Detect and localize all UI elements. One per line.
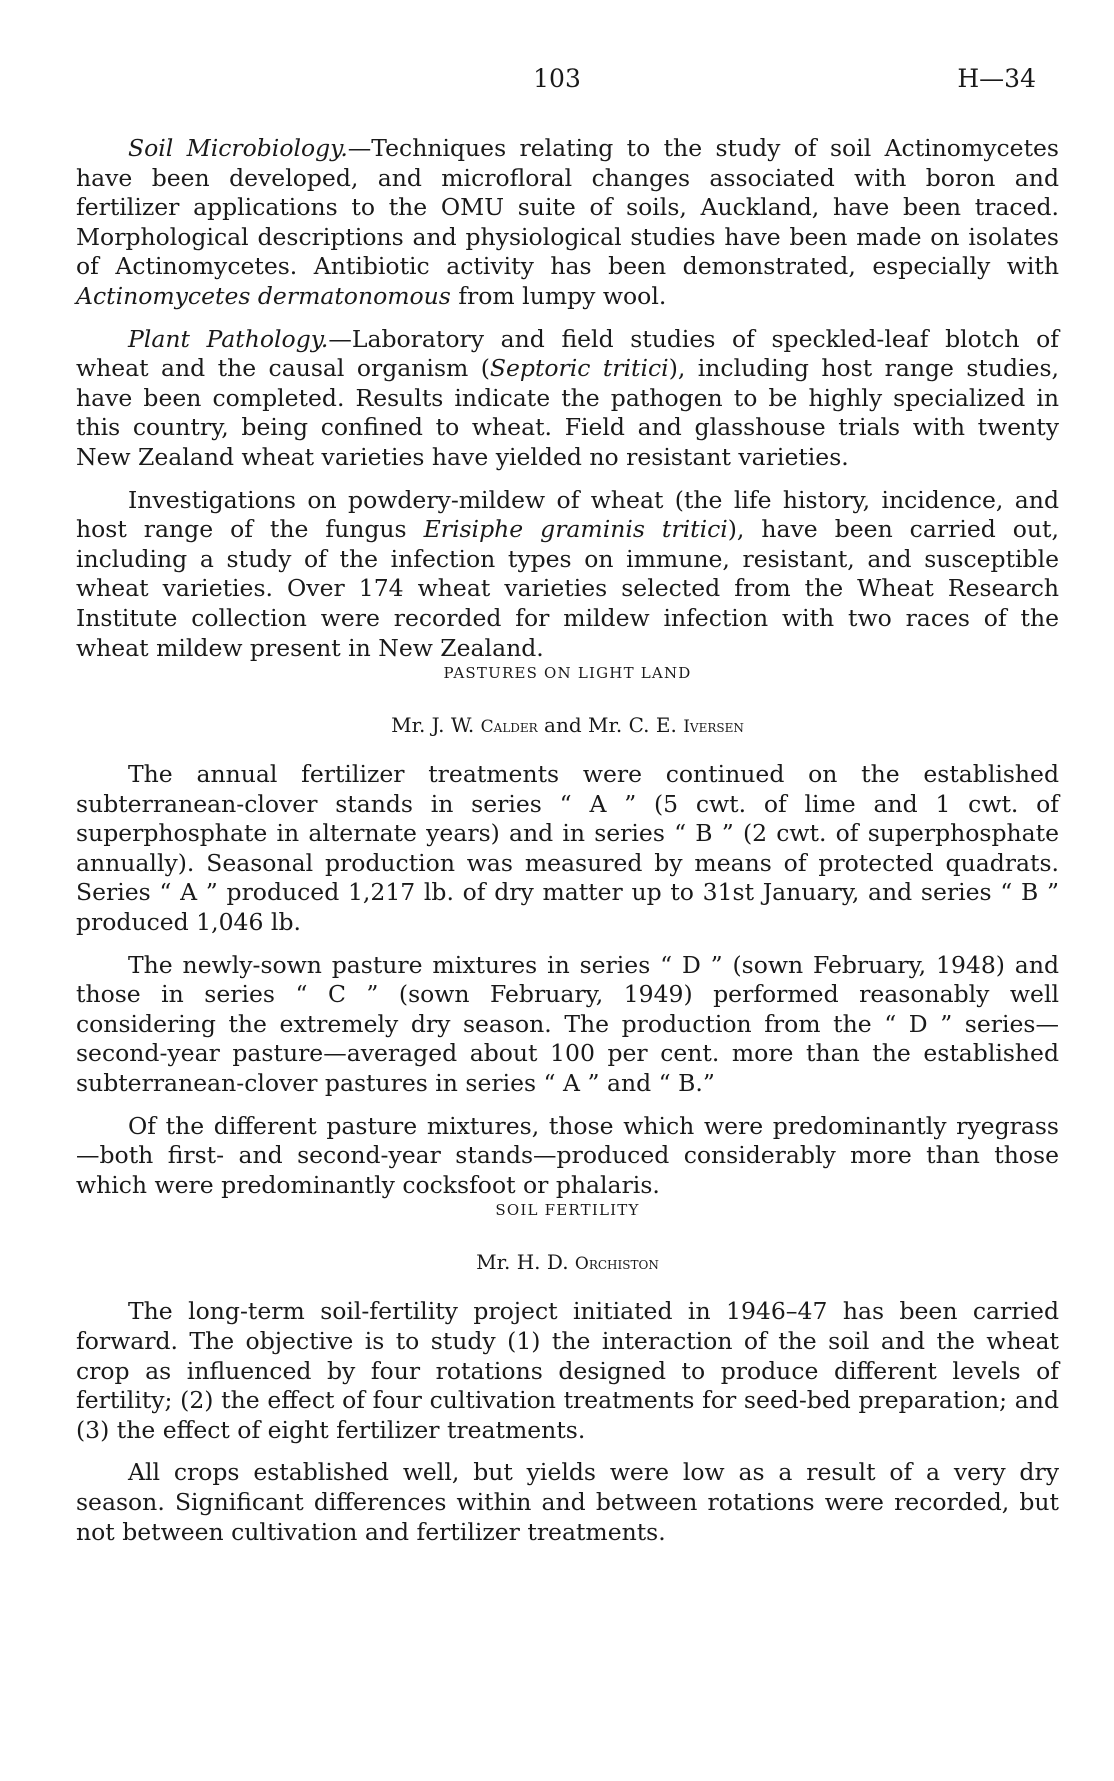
text: Investigations on powdery-mildew of wheat (the life history, incidence, and host range of the fungus [76,485,1059,544]
paragraph-plant-pathology [76,325,1059,473]
paragraph-soil-fertility-2: All crops established well, but yields were low as a result of a very dry season. Significant differences within and between rotations were recorded, but not between cultivation and fertilizer treatments. [76,1458,1059,1546]
text: ), including host range studies, have been completed. Results indicate the pathogen to be highly specialized in this country, being confined to wheat. Field and glasshouse trials with twenty New Zealand wheat varieties have yielded no resistant varieties. [76,354,1059,471]
page-reference: H—34 [957,64,1036,93]
byline-text: and Mr. C. E. [537,713,684,738]
text: —Laboratory and field studies of speckled-leaf blotch of wheat and the causal organism ( [76,324,1059,383]
byline-text: Mr. J. W. [391,713,481,738]
text: from lumpy wool. [450,281,667,310]
species-name: Erisiphe graminis tritici [423,515,728,544]
species-name: Actinomycetes dermatonomous [76,281,451,310]
text: ), have been carried out, including a study of the infection types on immune, resistant, and susceptible wheat varieties. Over 174 wheat varieties selected from the Wheat Research Institute collection were recorded for mildew infection with two races of the wheat mildew present in New Zealand. [76,515,1059,662]
section-title-pastures: PASTURES ON LIGHT LAND [443,664,692,683]
paragraph-pastures-1: The annual fertilizer treatments were continued on the established subterranean-clover stands in series “ A ” (5 cwt. of lime and 1 cwt. of superphosphate in alternate years) and in series “ B ” (2 cwt. of superphosphate annually). Seasonal production was measured by means of protected quadrats. Series “ A ” produced 1,217 lb. of dry matter up to 31st January, and series “ B ” produced 1,046 lb. [76,760,1059,937]
paragraph-pastures-2: The newly-sown pasture mixtures in series “ D ” (sown February, 1948) and those in series “ C ” (sown February, 1949) performed reasonably well considering the extremely dry season. The production from the “ D ” series—second-year pasture—averaged about 100 per cent. more than the established subterranean-clover pastures in series “ A ” and “ B.” [76,950,1059,1098]
byline-text: Mr. H. D. [476,1250,575,1275]
byline-pastures [76,713,1059,739]
paragraph-pastures-3: Of the different pasture mixtures, those which were predominantly ryegrass—both first- and second-year stands—produced considerably more than those which were predominantly cocksfoot or phalaris. [76,1111,1059,1199]
body-text [76,134,1059,1547]
author-name: Orchiston [574,1254,659,1275]
author-name: Calder [480,717,538,738]
author-name: Iversen [683,717,744,738]
page-number: 103 [533,64,581,93]
paragraph-powdery-mildew [76,486,1059,664]
byline-soil-fertility [76,1250,1059,1276]
heading-soil-microbiology: Soil Microbiology. [128,134,348,162]
species-name: Septoric tritici [489,354,669,383]
section-title-soil-fertility: SOIL FERTILITY [495,1201,640,1220]
page-header [0,64,1114,98]
text: —Techniques relating to the study of soil Actinomycetes have been developed, and microfloral changes associated with boron and fertilizer applications to the OMU suite of soils, Auckland, have been traced. Morphological descriptions and physiological studies have been made on isolates of Actinomycetes. Antibiotic activity has been demonstrated, especially with [76,134,1059,281]
paragraph-soil-microbiology [76,134,1059,312]
paragraph-soil-fertility-1: The long-term soil-fertility project initiated in 1946–47 has been carried forward. The objective is to study (1) the interaction of the soil and the wheat crop as influenced by four rotations designed to produce different levels of fertility; (2) the effect of four cultivation treatments for seed-bed preparation; and (3) the effect of eight fertilizer treatments. [76,1297,1059,1444]
heading-plant-pathology: Plant Pathology. [128,324,329,353]
